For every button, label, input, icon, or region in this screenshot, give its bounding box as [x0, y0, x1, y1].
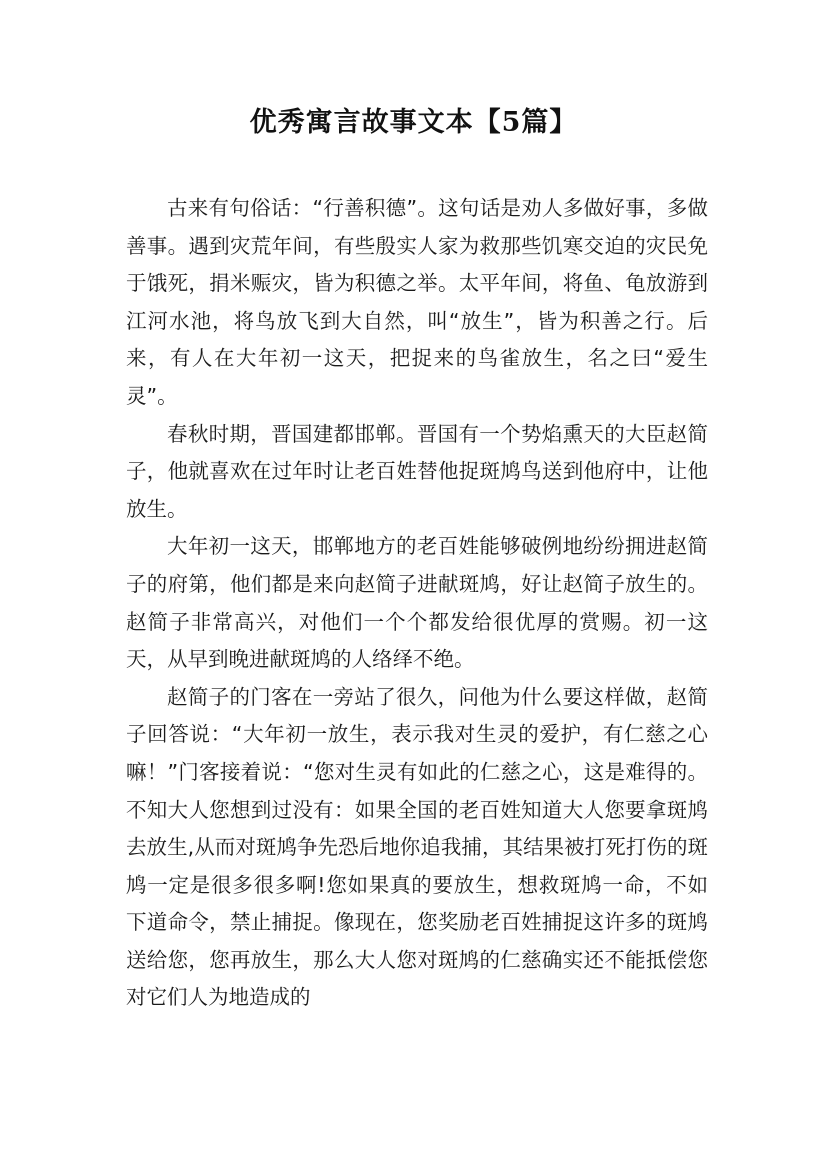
- document-body: [126, 190, 708, 1017]
- paragraph-1: 古来有句俗话：“行善积德”。这句话是劝人多做好事，多做善事。遇到灾荒年间，有些殷实人家为救那些饥寒交迫的灾民免于饿死，捐米赈灾，皆为积德之举。太平年间，将鱼、龟放游到江河水池，将鸟放飞到大自然，叫“放生”，皆为积善之行。后来，有人在大年初一这天，把捉来的鸟雀放生，名之曰“爱生灵”。: [126, 196, 708, 408]
- document-title: 优秀寓言故事文本【5篇】: [249, 107, 578, 138]
- paragraph-2: 春秋时期，晋国建都邯郸。晋国有一个势焰熏天的大臣赵简子，他就喜欢在过年时让老百姓替他捉斑鸠鸟送到他府中，让他放生。: [126, 421, 708, 521]
- paragraph-4: 赵简子的门客在一旁站了很久，问他为什么要这样做，赵简子回答说：“大年初一放生，表示我对生灵的爱护，有仁慈之心嘛！”门客接着说：“您对生灵有如此的仁慈之心，这是难得的。不知大人您想到过没有：如果全国的老百姓知道大人您要拿斑鸠去放生,从而对斑鸠争先恐后地你追我捕，其结果被打死打伤的斑鸠一定是很多很多啊!您如果真的要放生，想救斑鸠一命，不如下道命令，禁止捕捉。像现在，您奖励老百姓捕捉这许多的斑鸠送给您，您再放生，那么大人您对斑鸠的仁慈确实还不能抵偿您对它们人为地造成的: [126, 684, 708, 1010]
- paragraph-3: 大年初一这天，邯郸地方的老百姓能够破例地纷纷拥进赵简子的府第，他们都是来向赵简子进献斑鸠，好让赵简子放生的。赵简子非常高兴，对他们一个个都发给很优厚的赏赐。初一这天，从早到晚进献斑鸠的人络绎不绝。: [126, 534, 708, 672]
